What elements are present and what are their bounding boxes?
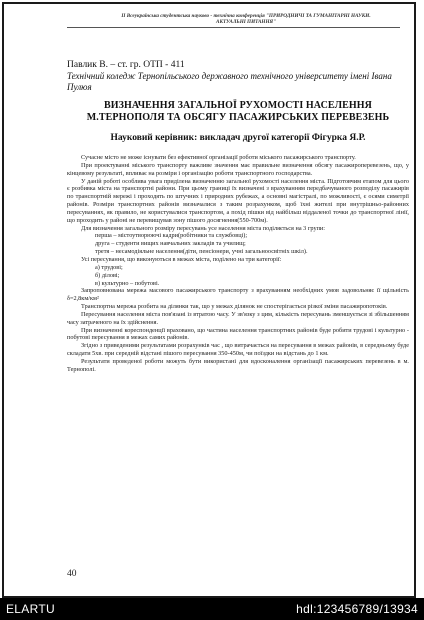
category-item: в) культурно – побутові. xyxy=(95,279,160,287)
repository-name[interactable]: ELARTU xyxy=(6,602,55,616)
author-line: Павлик В. – ст. гр. ОТП - 411 xyxy=(67,60,185,70)
title-line-1: ВИЗНАЧЕННЯ ЗАГАЛЬНОЇ РУХОМОСТІ НАСЕЛЕННЯ xyxy=(104,100,372,111)
group-item: друга – студенти вищих навчальних закладів та училищ; xyxy=(95,240,246,248)
paragraph: Запроповнована мережа масового пасажирського транспорту з врахуванням необхідних умов задовольняє її щільність δ=2,8км/км² xyxy=(67,287,409,303)
article-title xyxy=(67,100,409,125)
header-line-2: АКТУАЛЬНІ ПИТАННЯ" xyxy=(216,19,276,26)
repository-footer-bar xyxy=(0,598,424,620)
paragraph: Пересування населення міста пов'язані із втратою часу. У зв'язку з цим, кількість пересувань зменшується зі збільшенням часу затраченого на їх здійснення. xyxy=(67,310,409,326)
paragraph: При визначенні кореспонденції враховано, що частина населення транспортних районів буде робити трудові і культурно - побутові пересування в межах самих районів. xyxy=(67,326,409,342)
document-page xyxy=(2,2,416,598)
header-line-1: ІІ Всеукраїнська студентська науково - технічна конференція "ПРИРОДНИЧІ ТА ГУМАНІТАРНІ НАУКИ. xyxy=(121,13,371,19)
paragraph: Усі пересування, що виконуються в межах міста, поділено на три категорії: xyxy=(81,255,282,263)
header-divider xyxy=(67,27,400,28)
college-affiliation: Технічний коледж Тернопільського державного технічного університету імені Івана Пулюя xyxy=(67,71,392,93)
paragraph: Транспортна мережа розбита на ділянки так, що у межах ділянок не спостерігається різкої зміни пасажиропотоків. xyxy=(81,303,388,311)
paragraph: Згідно з приведеними результатами розрахунків час , що витрачається на пересування в межах районів, в середньому буде складати 5хв. при середній відстані пішого пересування 350-450м, чи поїздки на відстань до 1 км. xyxy=(67,342,409,358)
paragraph: При проектуванні міського транспорту важливе значення має правильне визначення обсягу пасажироперевезень, що, у кінцевому результаті, впливає на розміри і організацію роботи транспортного господарства. xyxy=(67,161,409,177)
handle-identifier[interactable]: hdl:123456789/13934 xyxy=(296,602,418,616)
paragraph: Результати проведеної роботи можуть бути використані для вдосконалення організації пасажирських перевезень в м. Тернополі. xyxy=(67,357,409,373)
category-item: а) трудові; xyxy=(95,263,123,271)
page-number: 40 xyxy=(67,569,77,579)
paragraph: У даній роботі особлива увага приділена визначенню загальної рухомості населення міста. Підготовчим етапом для цього є розбивка міста на транспортні райони. При цьому границі їх визначені з врахуванням передбачуваного розподілу пасажирів по транспортній мережі і проходять по штучних і природних рубежах, а основні магістралі, по можливості, є осями симетрії районів. Розміри транспортних районів визначалися з таким розрахунком, щоб їхні жителі при внутрішньо-районних пересуваннях, як правило, не користувалися транспортом, а похід пішки від найбільш віддаленої точки до транспортної лінії, що проходить у районі не перевищував зону пішого досягнення(550-700м). xyxy=(67,177,409,224)
title-line-2: М.ТЕРНОПОЛЯ ТА ОБСЯГУ ПАСАЖИРСЬКИХ ПЕРЕВЕЗЕНЬ xyxy=(86,112,390,124)
category-item: б) ділові; xyxy=(95,271,120,279)
paragraph: Сучасне місто не може існувати без ефективної організації роботи міського пасажирського транспорту. xyxy=(81,154,356,161)
supervisor-line: Науковий керівник: викладач другої категорії Фігурка Я.Р. xyxy=(110,133,366,143)
article-body xyxy=(67,154,409,374)
group-item: перша – містоутворюючі кадри(робітники та службовці); xyxy=(95,232,248,240)
conference-header xyxy=(96,13,396,26)
group-item: третя – несамодіяльне населення(діти, пенсіонери, учні загальноосвітніх шкіл). xyxy=(95,248,308,256)
paragraph: Для визначення загального розміру пересувань усе населення міста поділяється на 3 групи: xyxy=(81,224,325,232)
